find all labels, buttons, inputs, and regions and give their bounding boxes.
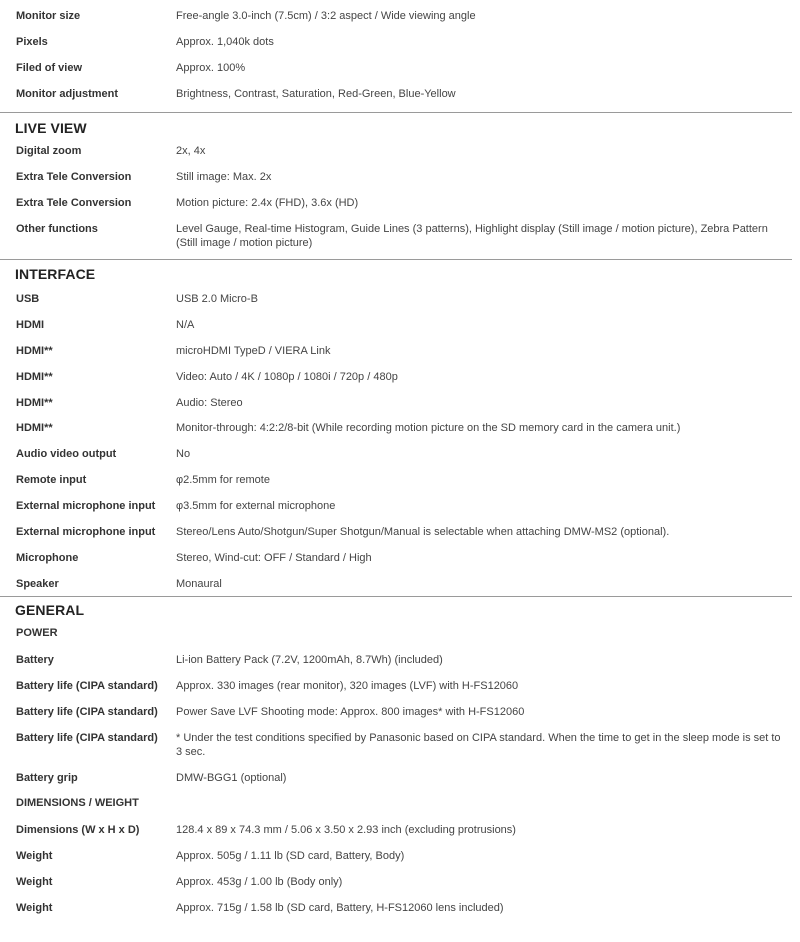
spec-value: Approx. 100% [176,62,246,74]
spec-label: Battery grip [16,772,78,784]
section-divider [0,112,792,113]
spec-label: Battery life (CIPA standard) [16,706,158,718]
spec-value: Approx. 330 images (rear monitor), 320 images (LVF) with H-FS12060 [176,680,519,692]
spec-label: Other functions [16,223,98,235]
spec-label: HDMI** [16,371,53,383]
section-title-interface: INTERFACE [15,266,96,282]
spec-label: Monitor adjustment [16,88,119,100]
spec-value: φ3.5mm for external microphone [176,500,336,512]
spec-value: Approx. 453g / 1.00 lb (Body only) [176,876,343,888]
spec-value: 128.4 x 89 x 74.3 mm / 5.06 x 3.50 x 2.93 inch (excluding protrusions) [176,824,516,836]
spec-value: USB 2.0 Micro-B [176,293,258,305]
spec-label: Battery [16,654,54,666]
subheading-dimensions-weight: DIMENSIONS / WEIGHT [16,797,139,809]
spec-value: 2x, 4x [176,145,206,157]
spec-value: Approx. 715g / 1.58 lb (SD card, Battery, H-FS12060 lens included) [176,902,504,914]
spec-label: Extra Tele Conversion [16,197,132,209]
spec-label: Microphone [16,552,79,564]
spec-value: Approx. 505g / 1.11 lb (SD card, Battery, Body) [176,850,405,862]
spec-value: Video: Auto / 4K / 1080p / 1080i / 720p / 480p [176,371,398,383]
spec-label: HDMI** [16,422,53,434]
spec-label: Battery life (CIPA standard) [16,680,158,692]
section-divider [0,596,792,597]
section-title-live-view: LIVE VIEW [15,120,87,136]
spec-value: DMW-BGG1 (optional) [176,772,287,784]
spec-value: No [176,448,191,460]
spec-value: microHDMI TypeD / VIERA Link [176,345,331,357]
spec-value: Free-angle 3.0-inch (7.5cm) / 3:2 aspect / Wide viewing angle [176,10,476,22]
spec-value: N/A [176,319,195,331]
spec-value: Level Gauge, Real-time Histogram, Guide Lines (3 patterns), Highlight display (Still image / motion picture), Zebra Pattern (Still image / motion picture) [176,223,768,249]
spec-label: HDMI** [16,397,53,409]
spec-value: Audio: Stereo [176,397,243,409]
spec-value: Approx. 1,040k dots [176,36,274,48]
spec-value: Monaural [176,578,222,590]
spec-label: Remote input [16,474,87,486]
spec-label: Weight [16,876,53,888]
spec-value: Motion picture: 2.4x (FHD), 3.6x (HD) [176,197,359,209]
spec-label: External microphone input [16,500,156,512]
spec-label: External microphone input [16,526,156,538]
spec-value: Still image: Max. 2x [176,171,272,183]
spec-label: Speaker [16,578,59,590]
spec-label: HDMI** [16,345,53,357]
spec-value: Stereo, Wind-cut: OFF / Standard / High [176,552,372,564]
spec-value: Brightness, Contrast, Saturation, Red-Green, Blue-Yellow [176,88,456,100]
spec-label: Digital zoom [16,145,82,157]
spec-label: Pixels [16,36,48,48]
spec-label: Filed of view [16,62,83,74]
spec-value: * Under the test conditions specified by Panasonic based on CIPA standard. When the time to get in the sleep mode is set to 3 sec. [176,732,781,758]
spec-label: USB [16,293,40,305]
subheading-power: POWER [16,627,58,639]
spec-label: Extra Tele Conversion [16,171,132,183]
spec-label: HDMI [16,319,45,331]
spec-value: φ2.5mm for remote [176,474,270,486]
spec-label: Monitor size [16,10,81,22]
spec-label: Battery life (CIPA standard) [16,732,158,744]
spec-value: Monitor-through: 4:2:2/8-bit (While recording motion picture on the SD memory card in the camera unit.) [176,422,681,434]
spec-value: Power Save LVF Shooting mode: Approx. 800 images* with H-FS12060 [176,706,525,718]
spec-value: Li-ion Battery Pack (7.2V, 1200mAh, 8.7Wh) (included) [176,654,443,666]
section-divider [0,259,792,260]
spec-label: Dimensions (W x H x D) [16,824,140,836]
section-title-general: GENERAL [15,602,85,618]
spec-value: Stereo/Lens Auto/Shotgun/Super Shotgun/Manual is selectable when attaching DMW-MS2 (optional). [176,526,670,538]
spec-label: Weight [16,902,53,914]
spec-label: Weight [16,850,53,862]
spec-label: Audio video output [16,448,117,460]
